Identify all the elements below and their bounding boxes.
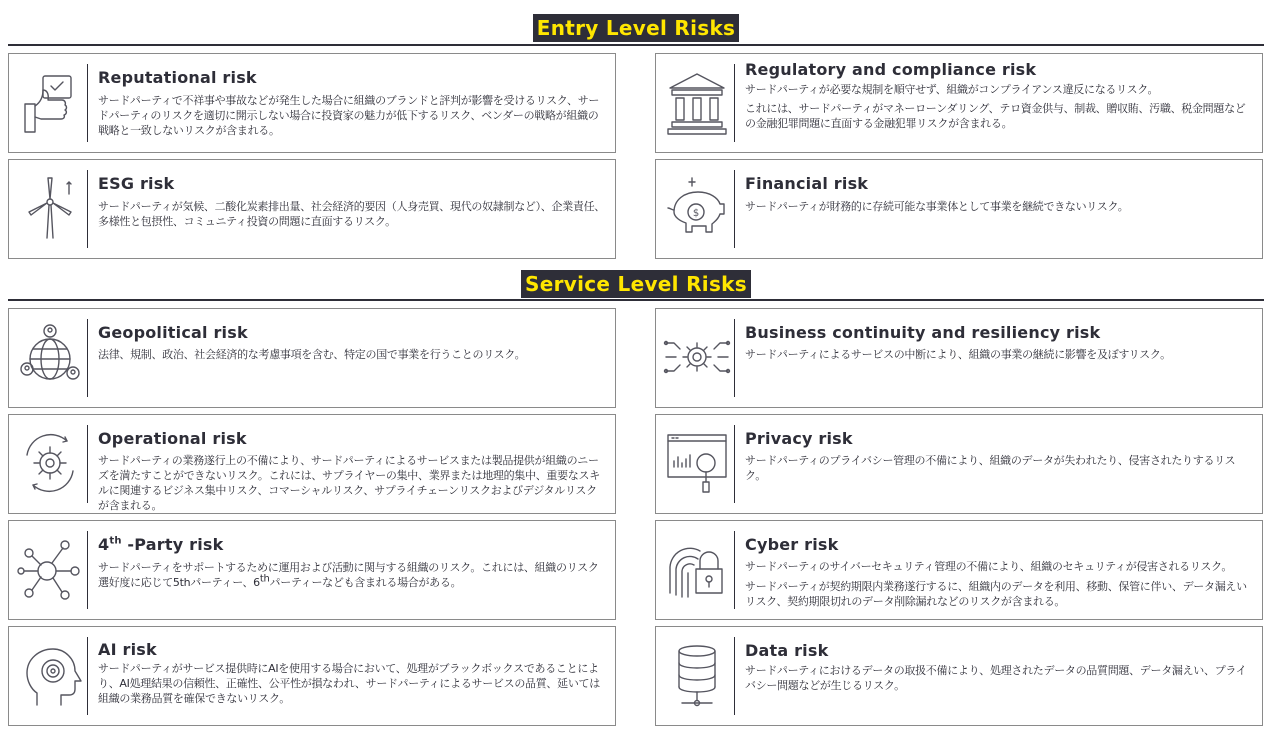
card-divider bbox=[734, 425, 735, 503]
card-title: ESG risk bbox=[98, 174, 175, 193]
section-rule-service bbox=[8, 299, 1264, 301]
globe-people-icon bbox=[15, 321, 85, 391]
svg-text:$: $ bbox=[692, 208, 700, 219]
card-divider bbox=[87, 637, 88, 715]
card-description bbox=[98, 560, 605, 590]
card-divider bbox=[734, 637, 735, 715]
card-description: サードパーティが財務的に存続可能な事業体として事業を継続できないリスク。 bbox=[745, 200, 1129, 213]
card-title: Cyber risk bbox=[745, 535, 839, 554]
card-description: サードパーティの業務遂行上の不備により、サードパーティによるサービスまたは製品提供が組織のニーズを満たすことができないリスク。これには、サプライヤーの集中、業界または地理的集中、重要なスキルに関連するビジネス集中リスク、コマーシャルリスク、サプライチェーンリスクおよびデジタルリスクが含まれる。 bbox=[98, 454, 600, 512]
gear-cycle-icon bbox=[15, 427, 85, 497]
card-title: AI risk bbox=[98, 640, 157, 659]
card-title: Business continuity and resiliency risk bbox=[745, 323, 1101, 342]
card-title-suffix: th bbox=[109, 535, 122, 547]
card-divider bbox=[87, 64, 88, 142]
card-description-part-a: サードパーティをサポートするために運用および活動に関与する組織のリスク。これには、組織のリスク選好度に応じて5thパーティー、6 bbox=[98, 561, 599, 589]
card-title: Geopolitical risk bbox=[98, 323, 248, 342]
card-description: サードパーティによるサービスの中断により、組織の事業の継続に影響を及ぼすリスク。 bbox=[745, 348, 1171, 361]
section-title-entry-label: Entry Level Risks bbox=[533, 14, 740, 42]
card-regulatory-risk bbox=[655, 53, 1263, 153]
card-title-number: 4 bbox=[98, 535, 110, 554]
section-title-service bbox=[0, 270, 1272, 298]
fingerprint-lock-icon bbox=[662, 533, 732, 603]
card-description: サードパーティにおけるデータの取扱不備により、処理されたデータの品質問題、データ漏えい、プライバシー問題などが生じるリスク。 bbox=[745, 664, 1247, 692]
card-operational-risk bbox=[8, 414, 616, 514]
card-title: Operational risk bbox=[98, 429, 247, 448]
card-divider bbox=[734, 319, 735, 397]
card-description: サードパーティがサービス提供時にAIを使用する場合において、処理がブラックボックスであることにより、AI処理結果の信頼性、正確性、公平性が損なわれ、サードパーティによるサービスの品質、延いては組織の業務品質を確保できないリスク。 bbox=[98, 662, 600, 705]
card-geopolitical-risk bbox=[8, 308, 616, 408]
card-description: 法律、規制、政治、社会経済的な考慮事項を含む、特定の国で事業を行うことのリスク。 bbox=[98, 348, 526, 361]
network-nodes-icon bbox=[15, 533, 85, 603]
section-title-service-label: Service Level Risks bbox=[521, 270, 751, 298]
card-esg-risk bbox=[8, 159, 616, 259]
card-description: サードパーティで不祥事や事故などが発生した場合に組織のブランドと評判が影響を受けるリスク、サードパーティのリスクを適切に開示しない場合に投資家の魅力が低下するリスク、ベンダーの戦略が組織の戦略と一致しないリスクが含まれる。 bbox=[98, 94, 600, 137]
card-description-2: サードパーティが契約期限内業務遂行するに、組織内のデータを利用、移動、保管に伴い、データ漏えいリスク、契約期限切れのデータ削除漏れなどのリスクが含まれる。 bbox=[745, 580, 1247, 608]
card-divider bbox=[87, 319, 88, 397]
card-title: Data risk bbox=[745, 641, 829, 660]
card-description: サードパーティが気候、二酸化炭素排出量、社会経済的要因（人身売買、現代の奴隷制など）、企業責任、多様性と包摂性、コミュニティ投資の問題に直面するリスク。 bbox=[98, 200, 605, 228]
gear-network-icon bbox=[662, 321, 732, 391]
ai-head-icon bbox=[15, 639, 85, 709]
wind-turbine-icon bbox=[15, 172, 85, 242]
database-icon bbox=[662, 639, 732, 709]
thumbs-up-icon bbox=[15, 66, 85, 136]
card-title: Regulatory and compliance risk bbox=[745, 60, 1037, 79]
card-title: Privacy risk bbox=[745, 429, 853, 448]
card-title: Reputational risk bbox=[98, 68, 257, 87]
card-divider bbox=[734, 64, 735, 142]
card-description: サードパーティが必要な規制を順守せず、組織がコンプライアンス違反になるリスク。 bbox=[745, 83, 1159, 96]
card-title: Financial risk bbox=[745, 174, 869, 193]
card-description: サードパーティのサイバーセキュリティ管理の不備により、組織のセキュリティが侵害されるリスク。 bbox=[745, 560, 1233, 573]
magnifier-screen-icon bbox=[662, 427, 732, 497]
card-divider bbox=[734, 531, 735, 609]
card-description-2: これには、サードパーティがマネーローンダリング、テロ資金供与、制裁、贈収賄、汚職、税金問題などの金融犯罪問題に直面する金融犯罪リスクが含まれる。 bbox=[745, 102, 1246, 130]
card-business-continuity-risk bbox=[655, 308, 1263, 408]
card-title-rest: -Party risk bbox=[121, 535, 224, 554]
card-description-part-b: パーティーなども含まれる場合がある。 bbox=[269, 576, 462, 589]
card-description-suffix: th bbox=[259, 573, 270, 585]
card-divider bbox=[87, 531, 88, 609]
card-title bbox=[98, 535, 607, 554]
card-privacy-risk bbox=[655, 414, 1263, 514]
card-ai-risk bbox=[8, 626, 616, 726]
section-rule-entry bbox=[8, 44, 1264, 46]
card-data-risk bbox=[655, 626, 1263, 726]
piggy-bank-icon bbox=[662, 172, 732, 242]
bank-building-icon bbox=[662, 66, 732, 136]
card-fourth-party-risk bbox=[8, 520, 616, 620]
card-divider bbox=[87, 170, 88, 248]
section-title-entry bbox=[0, 14, 1272, 42]
card-description: サードパーティのプライバシー管理の不備により、組織のデータが失われたり、侵害されたりするリスク。 bbox=[745, 454, 1236, 482]
card-cyber-risk bbox=[655, 520, 1263, 620]
card-divider bbox=[734, 170, 735, 248]
card-financial-risk bbox=[655, 159, 1263, 259]
card-reputational-risk bbox=[8, 53, 616, 153]
card-divider bbox=[87, 425, 88, 503]
